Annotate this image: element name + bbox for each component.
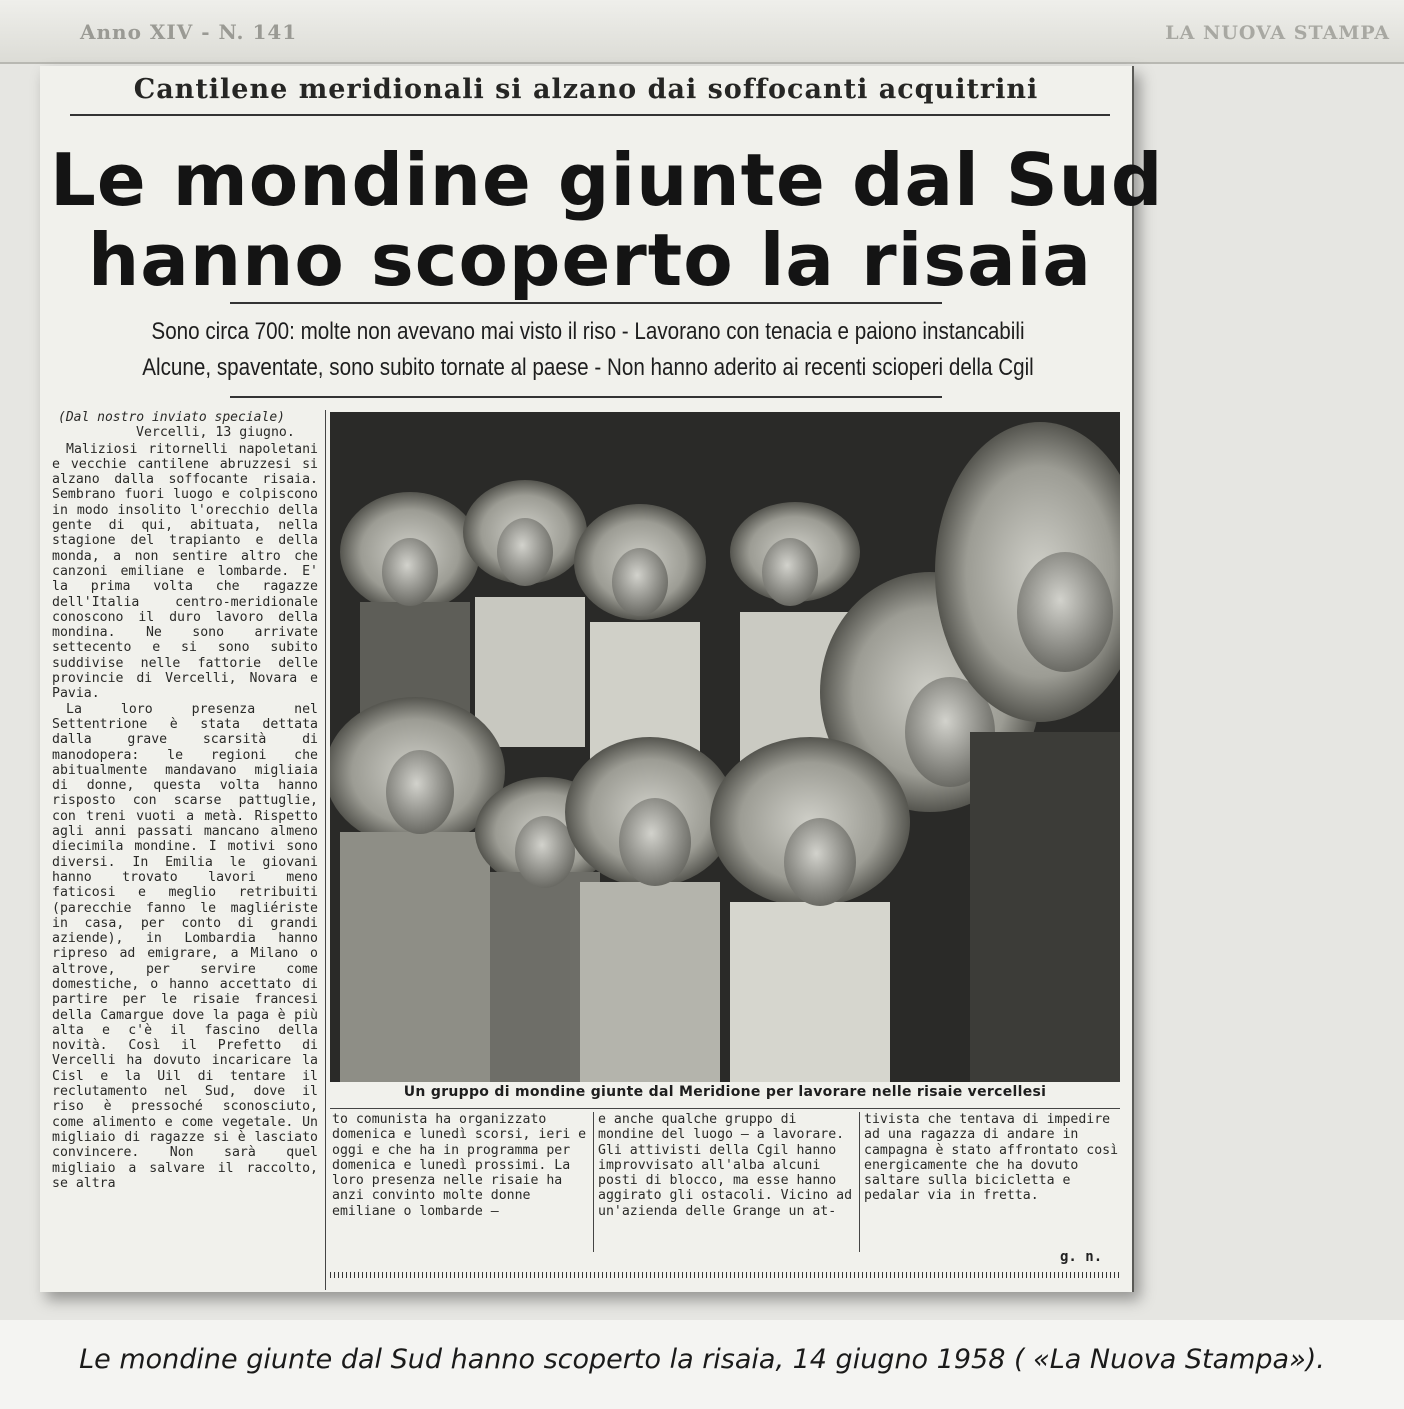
continuation-column-3: tivista che tentava di impedire ad una ragazza di andare in campagna è stato affrontato così energicamente che ha dovuto saltare sulla bicicletta e pedalar via in fretta.	[864, 1112, 1119, 1204]
column-rule-2	[859, 1112, 860, 1252]
caption-rule	[330, 1108, 1120, 1109]
photo-caption: Un gruppo di mondine giunte dal Meridione per lavorare nelle risaie vercellesi	[403, 1084, 1047, 1100]
issue-number: Anno XIV - N. 141	[80, 20, 298, 44]
deck-line-2: Alcune, spaventate, sono subito tornate al paese - Non hanno aderito ai recenti scioperi della Cgil	[142, 354, 1034, 381]
deck-line-1: Sono circa 700: molte non avevano mai visto il riso - Lavorano con tenacia e paiono instancabili	[151, 318, 1025, 345]
continuation-column-2: e anche qualche gruppo di mondine del luogo — a lavorare. Gli attivisti della Cgil hanno improvvisato all'alba alcuni posti di blocco, ma esse hanno aggirato gli ostacoli. Vicino ad un'azienda delle Grange un at-	[598, 1112, 853, 1219]
article-body-column	[52, 410, 318, 1290]
dateline: Vercelli, 13 giugno.	[136, 425, 295, 441]
figure-caption: Le mondine giunte dal Sud hanno scoperto la risaia, 14 giugno 1958 ( «La Nuova Stampa»).	[79, 1344, 1325, 1375]
kicker-rule	[70, 114, 1110, 116]
byline: (Dal nostro inviato speciale)	[58, 410, 285, 425]
deck-rule-top	[230, 302, 942, 304]
newspaper-name: LA NUOVA STAMPA	[1165, 22, 1390, 44]
newspaper-masthead	[0, 0, 1404, 64]
newspaper-clipping	[40, 66, 1164, 1292]
author-signature: g. n.	[1060, 1249, 1103, 1265]
article-kicker: Cantilene meridionali si alzano dai soffocanti acquitrini	[133, 74, 1039, 105]
column-rule	[325, 410, 326, 1290]
deck-rule-bottom	[230, 396, 942, 398]
headline-line-2: hanno scoperto la risaia	[88, 218, 1092, 302]
continuation-column-1: to comunista ha organizzato domenica e lunedì scorsi, ieri e oggi e che ha in programma per domenica e lunedì prossimi. La loro presenza nelle risaie ha anzi convinto molte donne emiliane o lombarde —	[332, 1112, 587, 1219]
hatched-rule	[330, 1272, 1120, 1278]
column-rule-1	[593, 1112, 594, 1252]
group-photo	[330, 412, 1120, 1082]
paragraph-2: La loro presenza nel Settentrione è stata dettata dalla grave scarsità di manodopera: le regioni che abitualmente mandavano migliaia di donne, questa volta hanno risposto con scarse pattuglie, con treni vuoti a metà. Rispetto agli anni passati mancano almeno diecimila mondine. I motivi sono diversi. In Emilia le giovani hanno trovato lavori meno faticosi e meglio retribuiti (parecchie fanno le magliériste in casa, per conto di grandi aziende), in Lombardia hanno ripreso ad emigrare, a Milano o altrove, per servire come domestiche, o hanno accettato di partire per le risaie francesi della Camargue dove la paga è più alta e c'è il fascino della novità. Così il Prefetto di Vercelli ha dovuto incaricare la Cisl e la Uil di tentare il reclutamento nel Sud, dove il riso è pressoché sconosciuto, come alimento e come vegetale. Un migliaio di ragazze si è lasciato convincere. Non sarà quel migliaio a salvare il raccolto, se altra	[52, 701, 318, 1191]
paragraph-1: Maliziosi ritornelli napoletani e vecchie cantilene abruzzesi si alzano dalla soffocante risaia. Sembrano fuori luogo e colpiscono in modo insolito l'orecchio della gente di qui, abituata, nella stagione del trapianto e della monda, a non sentire altro che canzoni emiliane e lombarde. E' la prima volta che ragazze dell'Italia centro-meridionale conoscono il duro lavoro della mondina. Ne sono arrivate settecento e si sono subito suddivise nelle fattorie delle provincie di Vercelli, Novara e Pavia.	[52, 441, 318, 702]
headline-line-1: Le mondine giunte dal Sud	[50, 138, 1164, 222]
